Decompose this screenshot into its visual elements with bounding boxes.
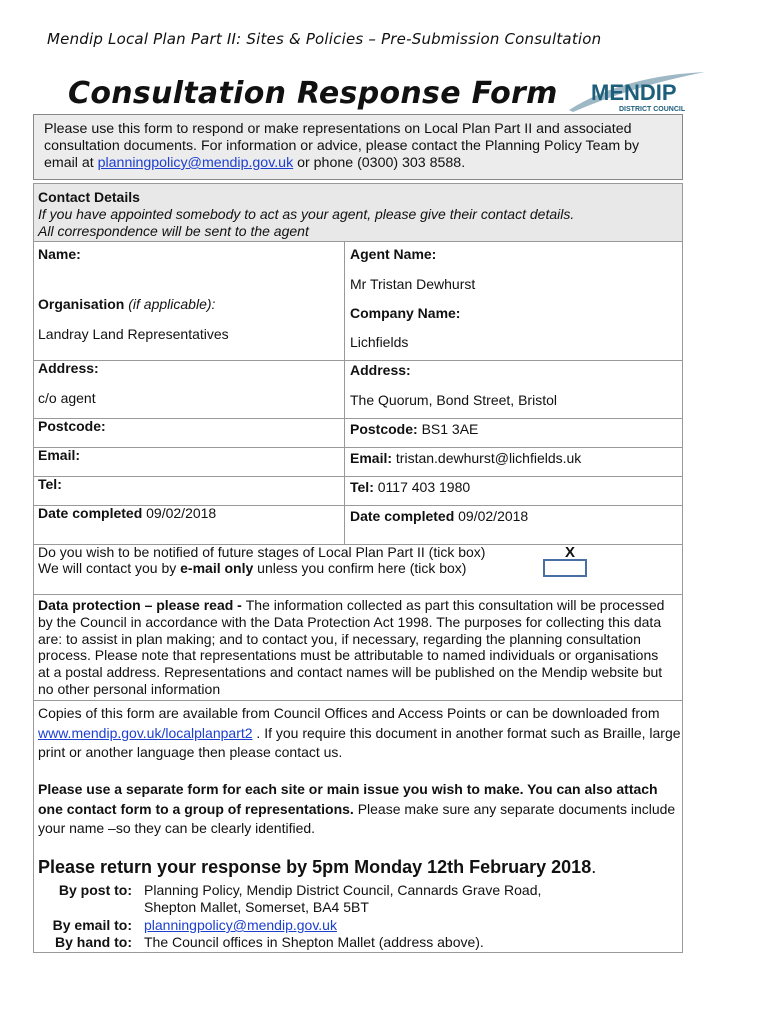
- notify-question: Do you wish to be notified of future stages of Local Plan Part II (tick box): [38, 544, 486, 560]
- tel-field[interactable]: [38, 476, 62, 492]
- agent-postcode-value: BS1 3AE: [417, 421, 479, 437]
- organisation-hint: (if applicable):: [124, 296, 216, 312]
- company-name-field[interactable]: [350, 305, 460, 321]
- row-divider: [34, 447, 682, 448]
- agent-date-completed-value: 09/02/2018: [454, 508, 529, 524]
- postcode-field[interactable]: [38, 418, 106, 434]
- running-header: Mendip Local Plan Part II: Sites & Policies – Pre-Submission Consultation: [47, 30, 602, 48]
- intro-text: Please use this form to respond or make representations on Local Plan Part II and associated consultation documents. For information or advice, please contact the Planning Policy Team by email at: [44, 121, 640, 171]
- email-confirm-checkbox[interactable]: [543, 559, 587, 577]
- agent-address-label: Address:: [350, 362, 411, 378]
- form-title: Consultation Response Form: [68, 76, 558, 111]
- agent-address-value: The Quorum, Bond Street, Bristol: [350, 392, 557, 408]
- mendip-logo: [563, 66, 711, 114]
- company-name-value: Lichfields: [350, 334, 409, 350]
- address-field[interactable]: [38, 360, 99, 376]
- agent-name-label: Agent Name:: [350, 246, 437, 262]
- agent-tel-label: Tel:: [350, 479, 374, 495]
- contact-details-header: [34, 184, 682, 242]
- contact-note-correspondence: All correspondence will be sent to the agent: [38, 223, 309, 239]
- organisation-value: Landray Land Representatives: [38, 326, 229, 342]
- contact-heading: Contact Details: [38, 189, 140, 205]
- agent-postcode-label: Postcode:: [350, 421, 418, 437]
- agent-email-label: Email:: [350, 450, 393, 466]
- address-label: Address:: [38, 360, 99, 376]
- address-value: c/o agent: [38, 390, 96, 406]
- name-field[interactable]: [38, 246, 81, 262]
- column-divider: [344, 242, 345, 544]
- row-divider: [34, 418, 682, 419]
- local-plan-link[interactable]: www.mendip.gov.uk/localplanpart2: [38, 724, 253, 741]
- data-protection-text: The information collected as part this consultation will be processed by the Council in accordance with the Data Protection Act 1998. The purposes for collecting this data are: to assist in plan making; and to contact you, if necessary, regarding the planning consultation process. Please note that representations must be attributable to named individuals or organisations at a postal address. Representations and contact names will be published on the Mendip website but no other personal information: [38, 597, 665, 697]
- date-completed-field[interactable]: [38, 505, 216, 521]
- notify-tick-mark[interactable]: X: [565, 544, 576, 561]
- row-divider: [34, 476, 682, 477]
- return-email-link[interactable]: planningpolicy@mendip.gov.uk: [144, 917, 337, 933]
- agent-postcode-field[interactable]: [350, 421, 478, 437]
- data-protection-heading: Data protection – please read -: [38, 597, 246, 613]
- name-label: Name:: [38, 246, 81, 262]
- row-divider: [34, 360, 682, 361]
- date-completed-value: 09/02/2018: [142, 505, 217, 521]
- agent-name-value: Mr Tristan Dewhurst: [350, 276, 476, 292]
- return-deadline-title: Please return your response by 5pm Monday 12th February 2018.: [38, 857, 597, 877]
- agent-name-field[interactable]: [350, 246, 436, 262]
- form-body: [33, 183, 683, 953]
- row-divider: [34, 700, 682, 701]
- company-name-label: Company Name:: [350, 305, 461, 321]
- organisation-label: Organisation: [38, 296, 125, 312]
- logo-name: MENDIP: [591, 80, 677, 105]
- intro-text-end: or phone (0300) 303 8588.: [293, 155, 466, 171]
- agent-date-completed-field[interactable]: [350, 508, 528, 524]
- agent-tel-value: 0117 403 1980: [373, 479, 471, 495]
- tel-label: Tel:: [38, 476, 62, 492]
- email-field[interactable]: [38, 447, 80, 463]
- organisation-field[interactable]: [38, 296, 215, 312]
- agent-tel-field[interactable]: [350, 479, 470, 495]
- by-hand-label: By hand to:: [55, 934, 132, 950]
- by-post-label: By post to:: [58, 882, 132, 898]
- agent-email-value: tristan.dewhurst@lichfields.uk: [392, 450, 582, 466]
- by-hand-text: The Council offices in Shepton Mallet (address above).: [144, 934, 484, 950]
- copies-notice: Copies of this form are available from Council Offices and Access Points or can be downloaded from www.mendip.gov.uk/localplanpart2 . If you require this document in another format such as Braille, large print or another language then please contact us.: [38, 705, 681, 760]
- email-label: Email:: [38, 447, 81, 463]
- post-address-line1: Planning Policy, Mendip District Council, Cannards Grave Road,: [144, 882, 542, 898]
- intro-box: [33, 114, 683, 180]
- data-protection-notice: [38, 597, 668, 698]
- contact-note-agent: If you have appointed somebody to act as your agent, please give their contact details.: [38, 206, 575, 222]
- post-address-line2: Shepton Mallet, Somerset, BA4 5BT: [144, 899, 369, 915]
- agent-date-completed-label: Date completed: [350, 508, 455, 524]
- row-divider: [34, 594, 682, 595]
- agent-address-field[interactable]: [350, 362, 411, 378]
- intro-email-link[interactable]: planningpolicy@mendip.gov.uk: [97, 155, 294, 171]
- by-email-label: By email to:: [52, 917, 132, 933]
- date-completed-label: Date completed: [38, 505, 143, 521]
- logo-sub: DISTRICT COUNCIL: [619, 106, 686, 113]
- postcode-label: Postcode:: [38, 418, 106, 434]
- email-preference-text: We will contact you by e-mail only unless you confirm here (tick box): [38, 560, 467, 576]
- separate-form-notice: Please use a separate form for each site or main issue you wish to make. You can also attach one contact form to a group of representations. Please make sure any separate documents include your name –so they can be clearly identified.: [38, 781, 676, 836]
- agent-email-field[interactable]: [350, 450, 581, 466]
